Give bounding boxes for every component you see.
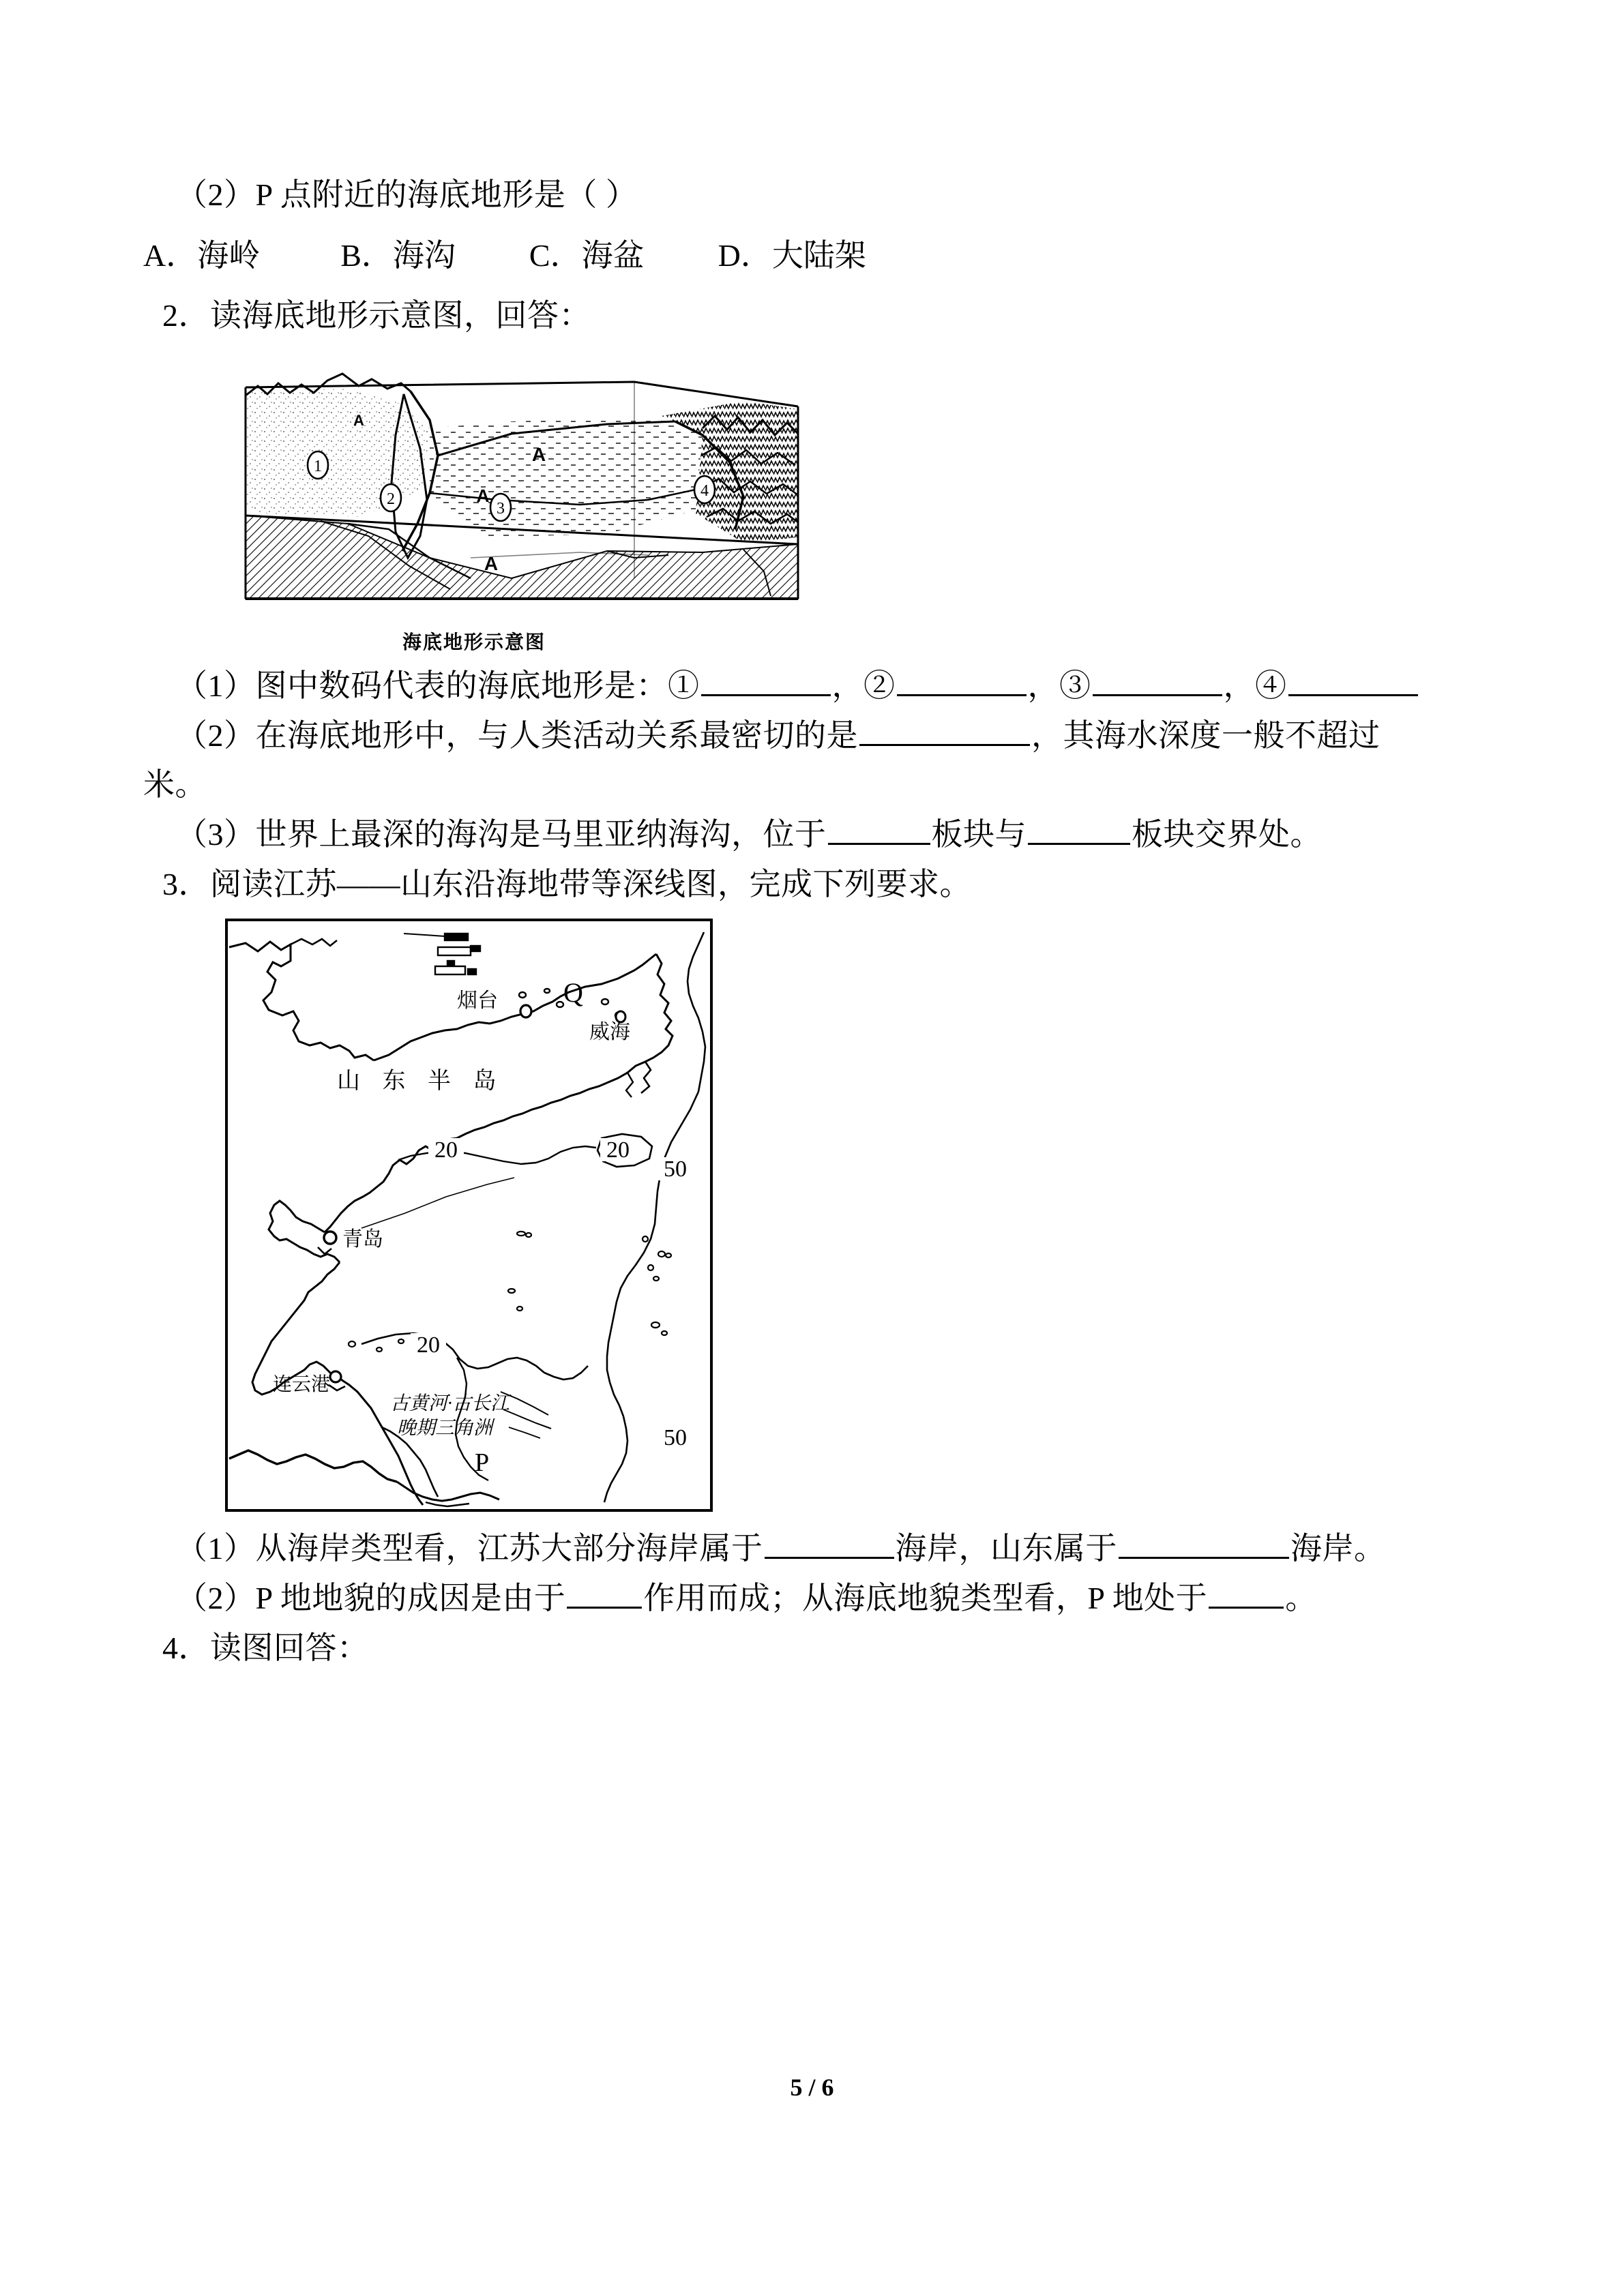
mark-1: ① xyxy=(668,668,700,704)
question-3-heading: 3．阅读江苏——山东沿海地带等深线图，完成下列要求。 xyxy=(162,866,971,901)
diagram-letter-a-3: A xyxy=(484,553,499,575)
map-label-qingdao: 青岛 xyxy=(342,1228,383,1251)
question-3-sub2 xyxy=(143,1574,1494,1624)
question-2-sub3 xyxy=(143,810,1494,860)
svg-text:3: 3 xyxy=(497,500,505,518)
diagram-letter-a-1: A xyxy=(531,444,546,466)
map-label-weihai: 威海 xyxy=(589,1021,630,1044)
svg-text:20: 20 xyxy=(417,1332,440,1358)
sep-1: ， xyxy=(831,668,863,704)
question-3-sub2-text-a: （2）P 地地貌的成因是由于 xyxy=(176,1581,566,1616)
diagram-label-3 xyxy=(490,494,511,521)
blank-2-1-3[interactable] xyxy=(1093,664,1222,696)
map-label-yantai: 烟台 xyxy=(457,989,498,1013)
blank-3-2-1[interactable] xyxy=(567,1577,642,1609)
city-dot-lianyungang xyxy=(330,1371,341,1382)
contour-label-20-a xyxy=(428,1137,464,1163)
diagram-label-2 xyxy=(381,484,401,511)
blank-2-3-2[interactable] xyxy=(1028,813,1130,845)
question-2-sub2-line2: 米。 xyxy=(143,767,207,803)
option-a-letter: A． xyxy=(143,237,198,273)
map-point-q: Q xyxy=(563,977,583,1009)
diagram-letter-a-2: A xyxy=(476,486,490,507)
question-4-heading: 4．读图回答： xyxy=(162,1630,369,1665)
option-b-text: 海沟 xyxy=(392,237,456,273)
diagram-label-1 xyxy=(308,451,328,479)
option-d-letter: D． xyxy=(718,237,772,273)
sep-2: ， xyxy=(1027,668,1059,704)
svg-text:20: 20 xyxy=(606,1137,630,1163)
question-3-sub1 xyxy=(143,1524,1494,1574)
map-label-delta-line2: 晚期三角洲 xyxy=(397,1418,493,1440)
contour-label-20-b xyxy=(600,1137,636,1163)
option-d xyxy=(718,231,866,281)
contour-label-50-b xyxy=(658,1425,693,1450)
question-2-sub2-text-b: ，其海水深度一般不超过 xyxy=(1031,717,1381,753)
option-c-letter: C． xyxy=(529,237,582,273)
question-3-sub1-text-c: 海岸。 xyxy=(1290,1531,1386,1566)
question-2-heading: 2．读海底地形示意图，回答： xyxy=(162,298,591,333)
question-2-sub1-text: （1）图中数码代表的海底地形是： xyxy=(176,668,668,704)
option-a-text: 海岭 xyxy=(197,237,261,273)
blank-2-1-1[interactable] xyxy=(701,664,831,696)
option-d-text: 大陆架 xyxy=(771,237,866,273)
question-1-stem: （2）P 点附近的海底地形是（ ） xyxy=(176,177,638,212)
sep-3: ， xyxy=(1223,668,1255,704)
blank-3-2-2[interactable] xyxy=(1209,1577,1284,1609)
option-b-letter: B． xyxy=(340,237,393,273)
question-3-sub1-text-a: （1）从海岸类型看，江苏大部分海岸属于 xyxy=(176,1531,763,1566)
seafloor-diagram-figure xyxy=(225,353,818,655)
option-a xyxy=(143,231,260,281)
map-point-p: P xyxy=(475,1448,490,1478)
blank-2-3-1[interactable] xyxy=(828,813,930,845)
coastal-map-svg xyxy=(228,921,710,1509)
question-2-sub2-text-a: （2）在海底地形中，与人类活动关系最密切的是 xyxy=(176,717,858,753)
svg-text:50: 50 xyxy=(664,1157,687,1182)
question-2-sub3-text-a: （3）世界上最深的海沟是马里亚纳海沟，位于 xyxy=(176,817,827,852)
city-dot-yantai xyxy=(520,1005,531,1017)
city-dot-qingdao xyxy=(324,1232,336,1244)
map-label-delta-line1: 古黄河·古长江 xyxy=(390,1393,510,1415)
contour-label-20-c xyxy=(411,1332,446,1358)
question-2-sub3-text-c: 板块交界处。 xyxy=(1132,817,1322,852)
map-label-lianyungang: 连云港 xyxy=(272,1374,331,1396)
question-2-sub1 xyxy=(143,661,1494,711)
question-2-sub2-line1 xyxy=(143,711,1494,761)
seafloor-diagram-image xyxy=(225,353,818,626)
question-3-sub1-text-b: 海岸，山东属于 xyxy=(895,1531,1117,1566)
option-b xyxy=(340,231,456,281)
coastal-map-image xyxy=(225,919,713,1512)
option-c-text: 海盆 xyxy=(581,237,645,273)
question-3-sub2-text-c: 。 xyxy=(1285,1581,1317,1616)
mark-3: ③ xyxy=(1059,668,1091,704)
coastal-map-figure xyxy=(225,919,1494,1512)
map-label-shandong-peninsula: 山 东 半 岛 xyxy=(337,1069,505,1094)
diagram-letter-a-4: A xyxy=(353,412,364,430)
page-footer: 5 / 6 xyxy=(790,2074,834,2101)
blank-3-1-1[interactable] xyxy=(765,1527,894,1559)
svg-text:4: 4 xyxy=(700,482,709,501)
svg-text:1: 1 xyxy=(314,458,322,476)
blank-2-1-2[interactable] xyxy=(897,664,1027,696)
svg-text:2: 2 xyxy=(387,490,395,509)
svg-text:20: 20 xyxy=(434,1137,458,1163)
option-c xyxy=(529,231,645,281)
seafloor-diagram-caption: 海底地形示意图 xyxy=(402,632,546,654)
mark-2: ② xyxy=(863,668,896,704)
mark-4: ④ xyxy=(1255,668,1287,704)
diagram-label-4 xyxy=(694,476,715,503)
contour-label-50-a xyxy=(658,1157,693,1182)
page-content xyxy=(143,170,1494,1673)
seafloor-diagram-svg xyxy=(225,353,818,626)
question-1-options xyxy=(143,231,1494,281)
blank-3-1-2[interactable] xyxy=(1119,1527,1289,1559)
blank-2-2-1[interactable] xyxy=(859,714,1030,746)
svg-text:50: 50 xyxy=(664,1425,687,1451)
question-2-sub3-text-b: 板块与 xyxy=(931,817,1027,852)
blank-2-1-4[interactable] xyxy=(1288,664,1418,696)
question-3-sub2-text-b: 作用而成；从海底地貌类型看，P 地处于 xyxy=(643,1581,1208,1616)
